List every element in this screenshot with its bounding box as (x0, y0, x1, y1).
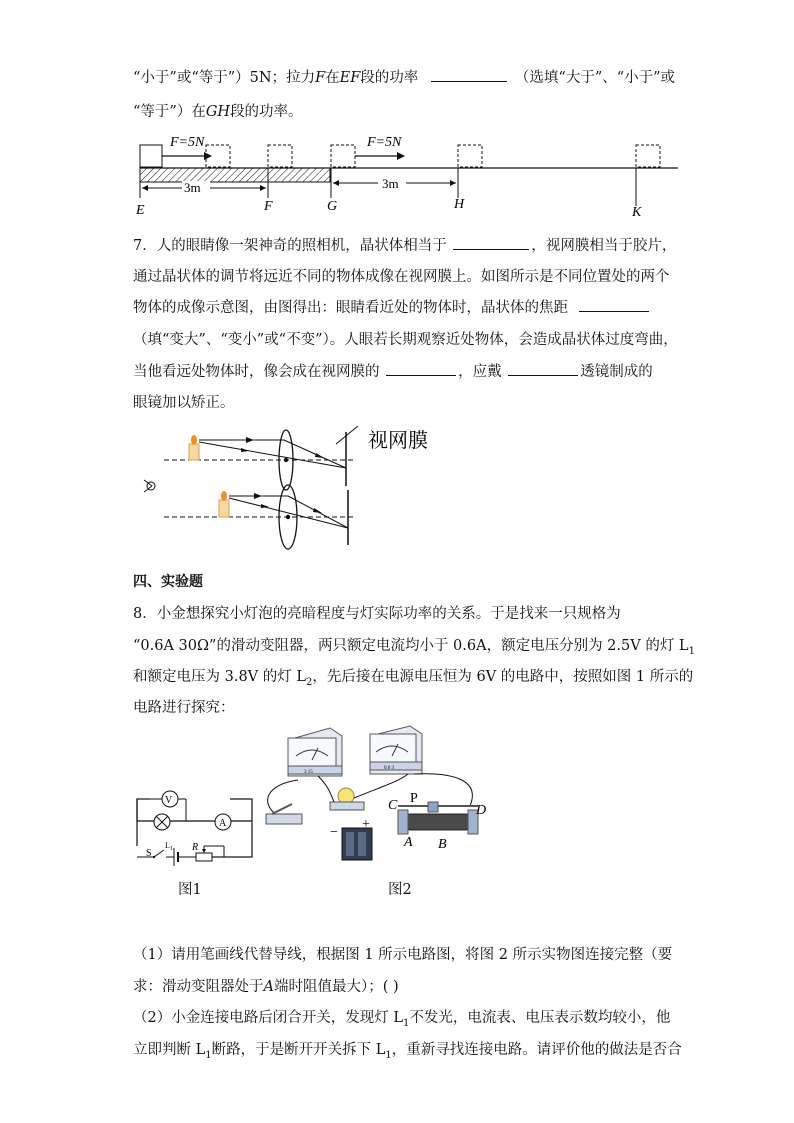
ammeter-scale: 0.6 3 (384, 766, 394, 771)
point-g: G (327, 199, 338, 214)
q7-line-1: 7．人的眼睛像一架神奇的照相机，晶状体相当于 ，视网膜相当于胶片， (133, 234, 676, 255)
force-label-left: F=5N (170, 135, 205, 150)
q7-line-2: 通过晶状体的调节将远近不同的物体成像在视网膜上。如图所示是不同位置处的两个 (133, 269, 670, 285)
q8-sub1-line-1: （1）请用笔画线代替导线，根据图 1 所示电路图，将图 2 所示实物图连接完整（要 (133, 947, 673, 963)
answer-blank[interactable] (431, 67, 507, 82)
answer-blank[interactable] (579, 297, 649, 312)
segment-ef: EF (339, 70, 361, 86)
battery-minus: − (330, 825, 338, 840)
point-e: E (136, 203, 145, 218)
point-k: K (632, 205, 642, 220)
q6-line-2: “等于”）在GH段的功率。 (133, 104, 303, 120)
q8-sub1-line-2: 求：滑动变阻器处于A端时阻值最大）；( ) (133, 979, 399, 995)
q8-line-3: 和额定电压为 3.8V 的灯 $L_2$，先后接在电源电压恒为 6V 的电路中，按照如图 1 所示的 (133, 669, 694, 688)
terminal-p: P (410, 791, 418, 806)
terminal-d: D (476, 803, 487, 818)
motion-diagram (130, 128, 690, 220)
q8-line-1: 8．小金想探究小灯泡的亮暗程度与灯实际功率的关系。于是找来一只规格为 (133, 606, 621, 622)
lamp-label: $L_1$ (165, 841, 173, 852)
voltmeter-scale: 3 15 (304, 770, 313, 775)
section-heading: 四、实验题 (133, 574, 203, 590)
point-f: F (264, 199, 273, 214)
retina-label: 视网膜 (368, 430, 428, 452)
fig2-caption: 图2 (388, 882, 412, 898)
q8-sub2-line-1: （2）小金连接电路后闭合开关，发现灯 $L_1$不发光，电流表、电压表示数均较小，他 (133, 1010, 671, 1029)
switch-label: S (146, 848, 152, 859)
distance-label-left: 3m (184, 180, 201, 195)
answer-blank[interactable] (386, 361, 456, 376)
q7-line-4: （填“变大”、“变小”或“不变”）。人眼若长期观察近处物体，会造成晶状体过度弯曲， (133, 332, 678, 348)
q8-sub2-line-2: 立即判断 $L_1$断路，于是断开开关拆下 $L_1$，重新寻找连接电路。请评价他的做法是否合 (133, 1042, 682, 1061)
q7-line-6: 眼镜加以矫正。 (133, 395, 235, 411)
terminal-b: B (438, 837, 447, 852)
q7-line-5: 当他看远处物体时，像会成在视网膜的 ，应戴 透镜制成的 (133, 360, 653, 381)
q6-line-1: “小于”或“等于”）5N；拉力F在EF段的功率 （选填“大于”、“小于”或 (133, 66, 675, 87)
apparatus-diagram (258, 722, 498, 872)
circuit-diagram (130, 786, 260, 866)
battery-plus: + (362, 817, 370, 832)
terminal-c: C (388, 798, 398, 813)
rheostat-label: R (192, 842, 199, 853)
fig1-caption: 图1 (178, 882, 202, 898)
distance-label-right: 3m (382, 176, 399, 191)
force-label-right: F=5N (367, 135, 402, 150)
var-f: F (315, 70, 326, 86)
eye-lens-diagram (136, 420, 466, 550)
q7-line-3: 物体的成像示意图，由图得出：眼睛看近处的物体时，晶状体的焦距 (133, 296, 649, 317)
voltmeter-symbol: V (165, 795, 173, 806)
q8-line-4: 电路进行探究： (133, 700, 235, 716)
ammeter-symbol: A (219, 818, 227, 829)
q8-line-2: “0.6A 30Ω”的滑动变阻器，两只额定电流均小于 0.6A，额定电压分别为 2.5V 的灯 $L_1$ (133, 638, 695, 657)
point-h: H (454, 197, 465, 212)
segment-gh: GH (205, 104, 231, 120)
answer-blank[interactable] (508, 361, 578, 376)
answer-blank[interactable] (453, 235, 529, 250)
terminal-a: A (404, 835, 413, 850)
